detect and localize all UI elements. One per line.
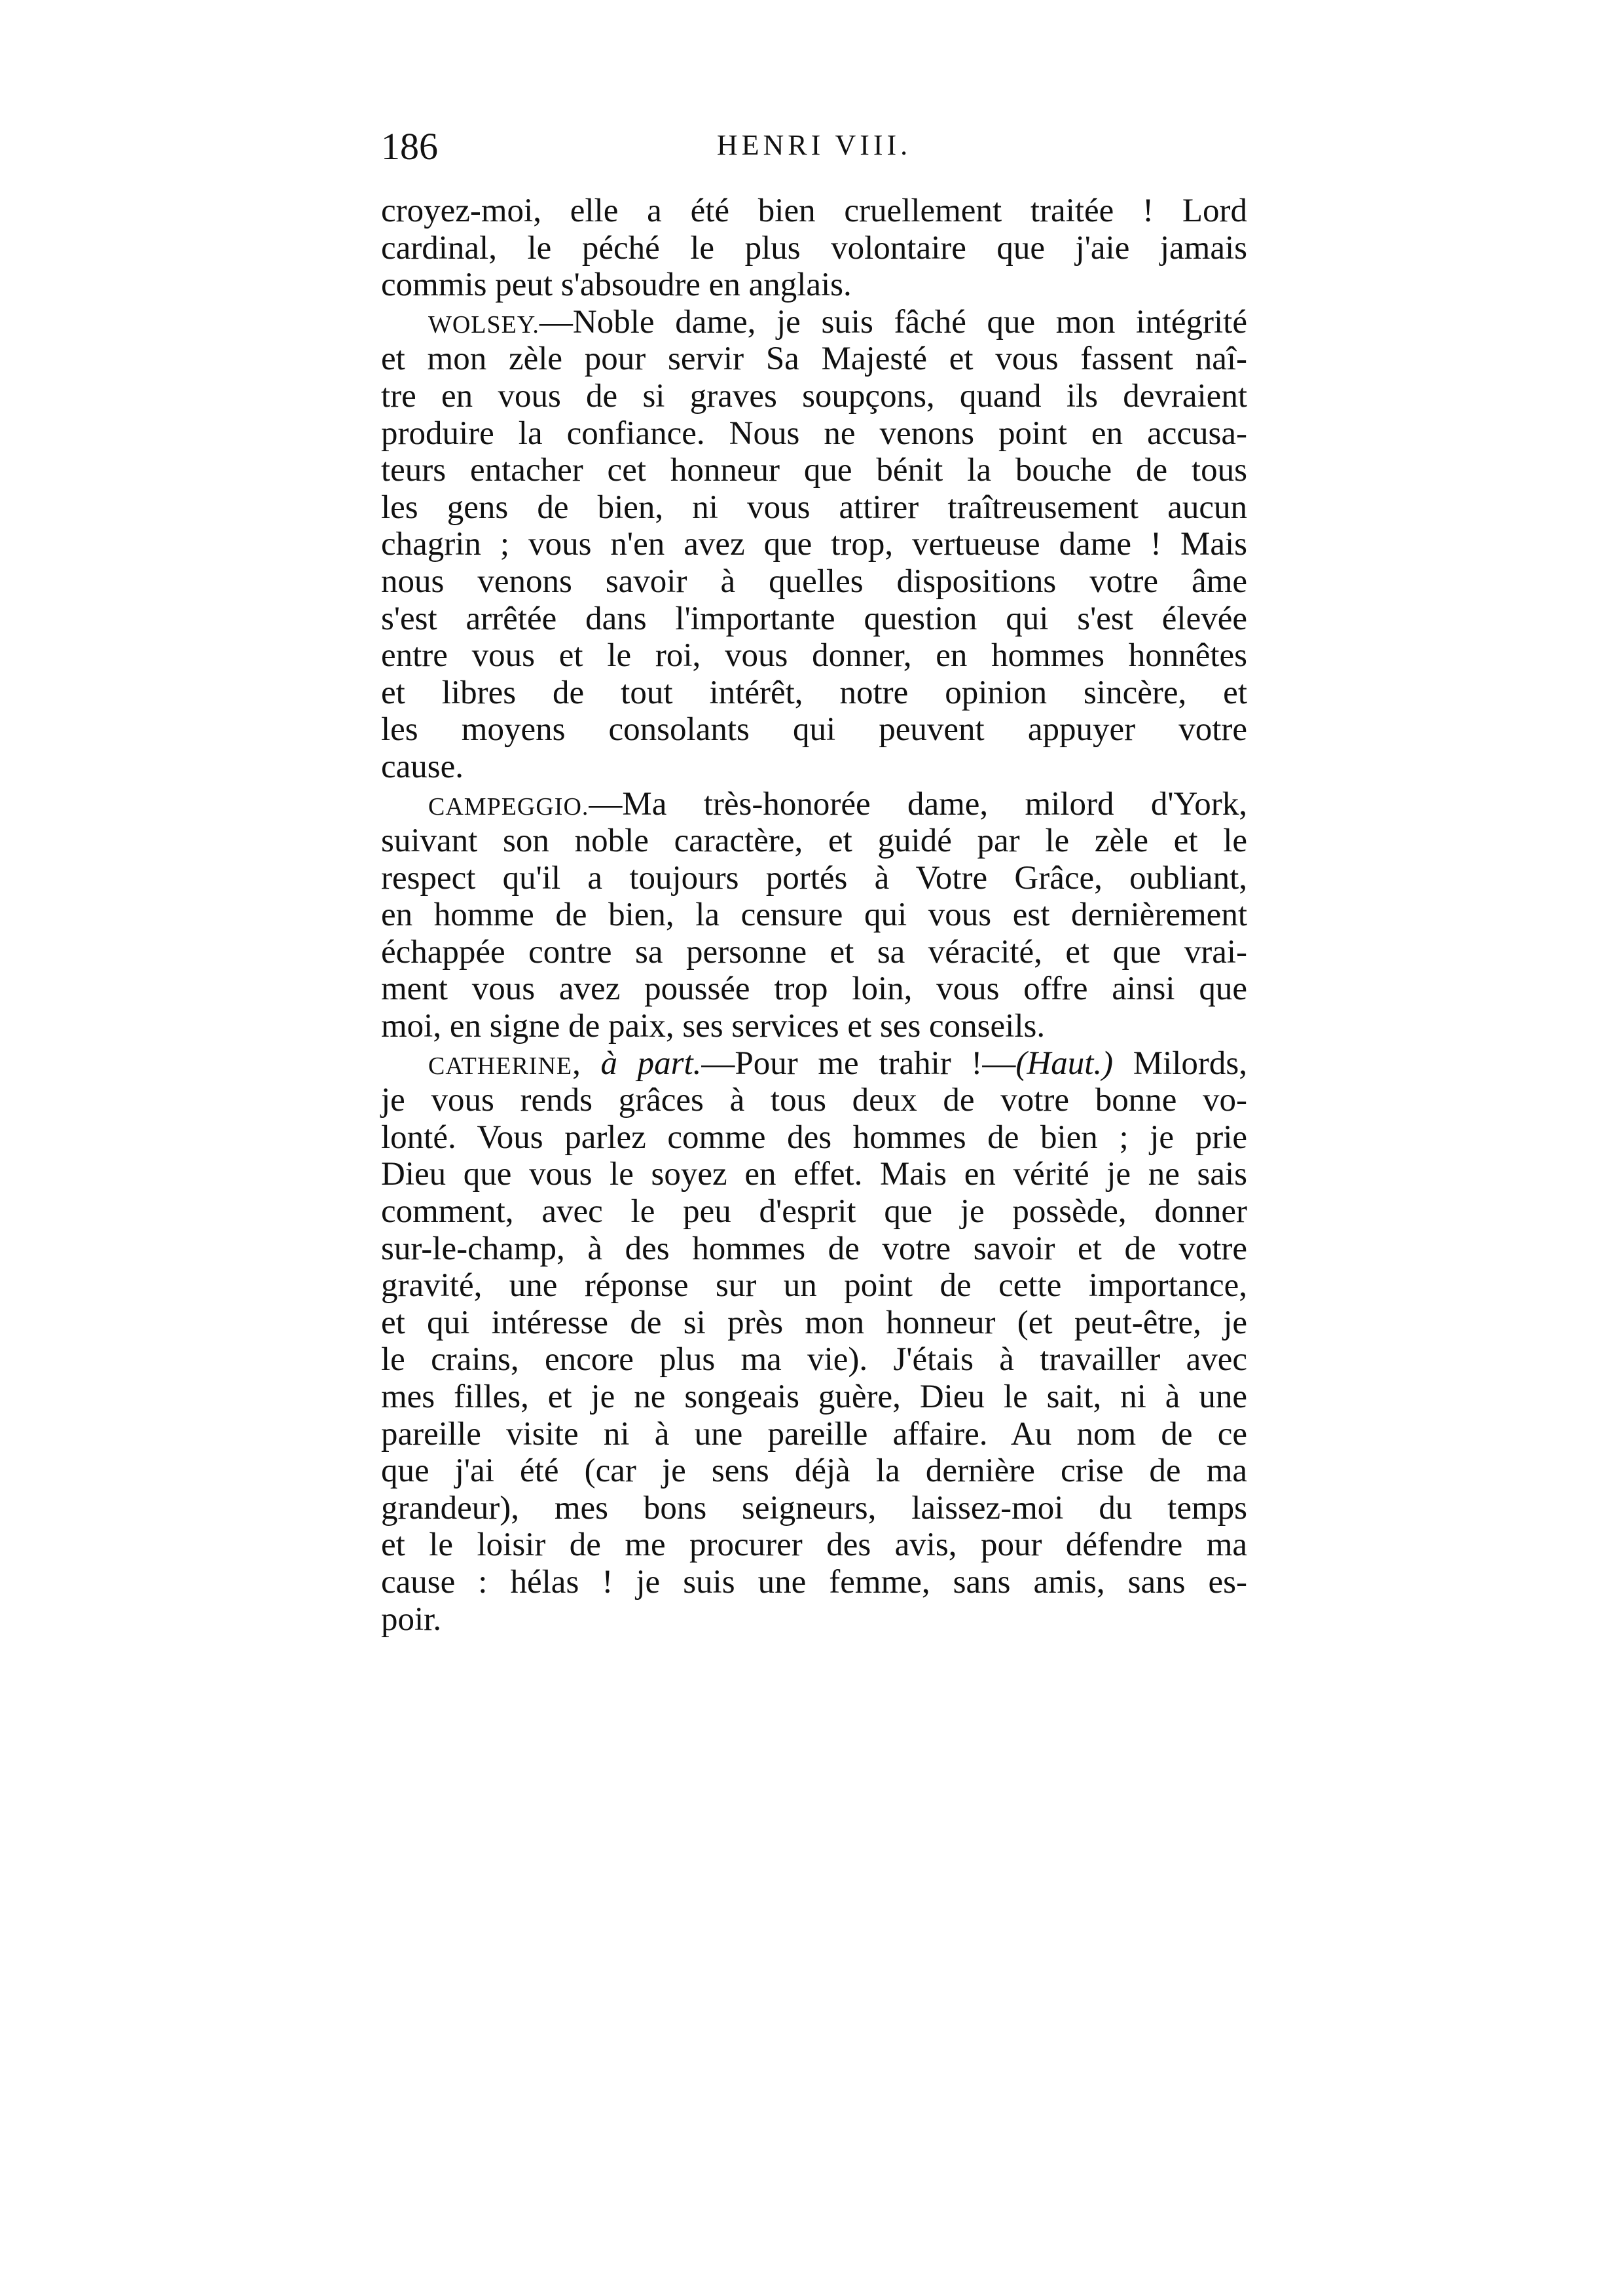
text-line: ment vous avez poussée trop loin, vous offre ainsi que	[381, 971, 1247, 1008]
text-line: échappée contre sa personne et sa véracité, et que vrai-	[381, 933, 1247, 971]
text-line: produire la confiance. Nous ne venons point en accusa-	[381, 415, 1247, 452]
text-line: tre en vous de si graves soupçons, quand ils devraient	[381, 377, 1247, 415]
text-line: les gens de bien, ni vous attirer traîtreusement aucun	[381, 489, 1247, 526]
text-line: et libres de tout intérêt, notre opinion sincère, et	[381, 674, 1247, 711]
paragraph	[381, 786, 1247, 1045]
text-line: moi, en signe de paix, ses services et ses conseils.	[381, 1008, 1046, 1045]
text-line: Dieu que vous le soyez en effet. Mais en vérité je ne sais	[381, 1156, 1247, 1193]
paragraph	[381, 304, 1247, 786]
text-line: poir.	[381, 1601, 442, 1638]
text-line: suivant son noble caractère, et guidé par le zèle et le	[381, 823, 1247, 860]
text-line: en homme de bien, la censure qui vous est dernièrement	[381, 897, 1247, 934]
text-line: lonté. Vous parlez comme des hommes de bien ; je prie	[381, 1119, 1247, 1156]
text-line: s'est arrêtée dans l'importante question qui s'est élevée	[381, 600, 1247, 637]
paragraph	[381, 1045, 1247, 1639]
text-line: commis peut s'absoudre en anglais.	[381, 267, 852, 304]
running-title: HENRI VIII.	[716, 129, 912, 161]
dialogue-text: —Noble dame, je suis fâché que mon intégrité	[539, 303, 1247, 341]
text-line	[381, 786, 1247, 823]
text-line: comment, avec le peu d'esprit que je possède, donner	[381, 1193, 1247, 1231]
text-line: et mon zèle pour servir Sa Majesté et vous fassent naî-	[381, 341, 1247, 378]
text-line: chagrin ; vous n'en avez que trop, vertueuse dame ! Mais	[381, 526, 1247, 563]
stage-direction: à part.	[600, 1045, 702, 1082]
text-line: croyez-moi, elle a été bien cruellement traitée ! Lord	[381, 193, 1247, 229]
text-line: mes filles, et je ne songeais guère, Dieu le sait, ni à une	[381, 1379, 1247, 1415]
text-line: grandeur), mes bons seigneurs, laissez-moi du temps	[381, 1489, 1247, 1527]
text-line: que j'ai été (car je sens déjà la dernière crise de ma	[381, 1453, 1247, 1490]
stage-direction: (Haut.)	[1015, 1045, 1114, 1082]
text-line: les moyens consolants qui peuvent appuyer votre	[381, 711, 1247, 749]
dialogue-text: ,	[572, 1045, 601, 1082]
text-line: pareille visite ni à une pareille affaire. Au nom de ce	[381, 1415, 1247, 1453]
text-line: nous venons savoir à quelles dispositions votre âme	[381, 563, 1247, 600]
text-line: cardinal, le péché le plus volontaire que j'aie jamais	[381, 229, 1247, 267]
text-line: sur-le-champ, à des hommes de votre savoir et de votre	[381, 1230, 1247, 1267]
text-line: gravité, une réponse sur un point de cette importance,	[381, 1267, 1247, 1305]
page-number: 186	[381, 125, 438, 168]
speaker-name: CAMPEGGIO.	[428, 792, 589, 821]
text-line	[381, 1045, 1247, 1083]
speaker-name: CATHERINE	[428, 1052, 573, 1080]
text-line	[381, 304, 1247, 341]
text-line: et le loisir de me procurer des avis, pour défendre ma	[381, 1527, 1247, 1564]
dialogue-text: Milords,	[1113, 1045, 1247, 1082]
text-line: cause.	[381, 748, 464, 785]
dialogue-text: —Pour me trahir !—	[701, 1045, 1016, 1082]
text-line: cause : hélas ! je suis une femme, sans amis, sans es-	[381, 1563, 1247, 1601]
text-line: respect qu'il a toujours portés à Votre Grâce, oubliant,	[381, 859, 1247, 897]
page-header	[381, 124, 1247, 170]
text-line: entre vous et le roi, vous donner, en hommes honnêtes	[381, 637, 1247, 675]
speaker-name: WOLSEY.	[428, 310, 539, 339]
text-line: teurs entacher cet honneur que bénit la bouche de tous	[381, 452, 1247, 489]
text-line: je vous rends grâces à tous deux de votre bonne vo-	[381, 1082, 1247, 1119]
body-text	[381, 193, 1247, 1638]
paragraph	[381, 193, 1247, 304]
text-line: le crains, encore plus ma vie). J'étais à travailler avec	[381, 1341, 1247, 1379]
text-line: et qui intéresse de si près mon honneur (et peut-être, je	[381, 1304, 1247, 1341]
dialogue-text: —Ma très-honorée dame, milord d'York,	[589, 785, 1247, 823]
